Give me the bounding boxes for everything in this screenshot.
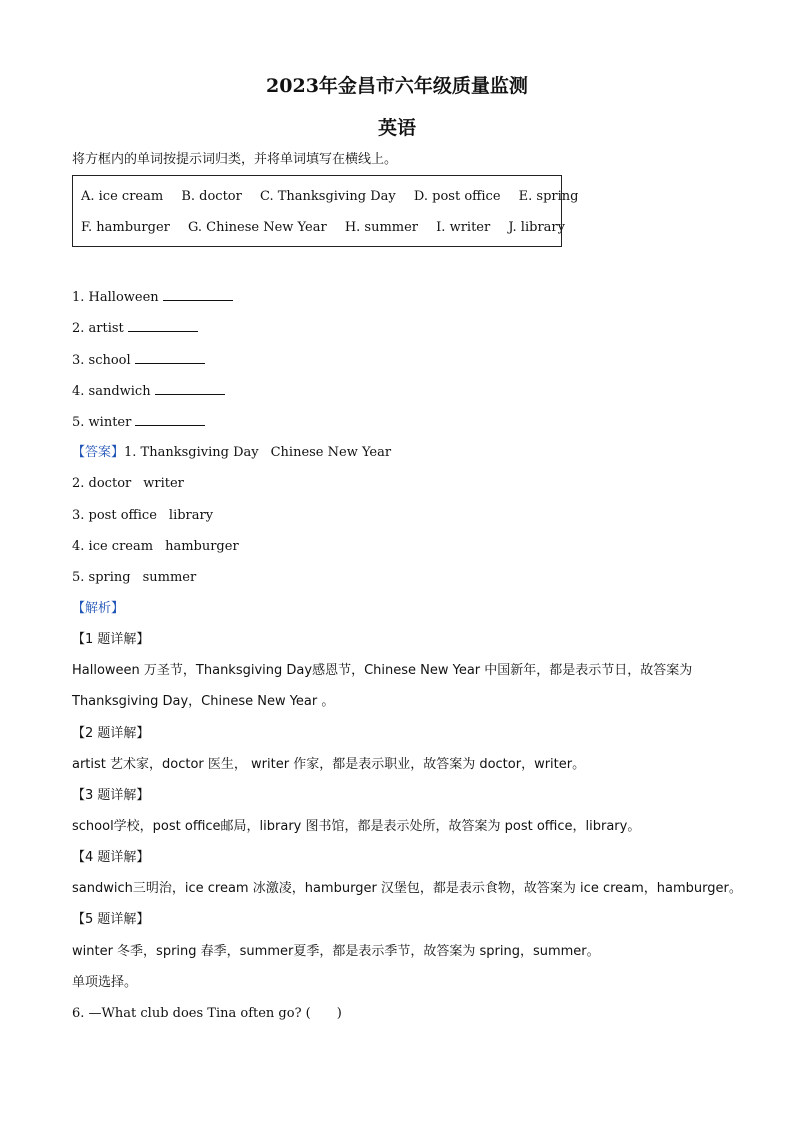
answer-line-1: 【答案】1. Thanksgiving Day Chinese New Year	[72, 445, 392, 460]
analysis-text-3: school学校，post office邮局，library 图书馆，都是表示处所，故答案为 post office，library。	[72, 819, 641, 834]
analysis-heading-3: 【3 题详解】	[72, 788, 150, 803]
question-6: 6. —What club does Tina often go? ( )	[72, 1006, 342, 1021]
answer-blank[interactable]	[135, 413, 205, 426]
analysis-heading-1: 【1 题详解】	[72, 632, 150, 647]
document-title: 2023年金昌市六年级质量监测	[266, 75, 528, 97]
question-2: 2. artist	[72, 319, 198, 338]
analysis-heading-2: 【2 题详解】	[72, 726, 150, 741]
answer-blank[interactable]	[128, 319, 198, 332]
instruction-text: 将方框内的单词按提示词归类，并将单词填写在横线上。	[72, 152, 398, 167]
analysis-text-1: Halloween 万圣节，Thanksgiving Day感恩节，Chinese New Year 中国新年，都是表示节日，故答案为	[72, 663, 693, 678]
answer-line-5: 5. spring summer	[72, 570, 197, 585]
section-heading: 单项选择。	[72, 975, 138, 990]
answer-blank[interactable]	[163, 288, 233, 301]
word-option: H. summer	[344, 220, 419, 235]
analysis-text-5: winter 冬季，spring 春季，summer夏季，都是表示季节，故答案为 spring，summer。	[72, 944, 600, 959]
answer-line-3: 3. post office library	[72, 508, 214, 523]
subject-title: 英语	[377, 117, 416, 139]
word-box-row-2	[81, 220, 579, 235]
word-box-row-1	[81, 189, 593, 204]
word-option: I. writer	[436, 220, 491, 235]
word-option: A. ice cream	[81, 189, 164, 204]
analysis-heading-4: 【4 题详解】	[72, 850, 150, 865]
word-option: D. post office	[413, 189, 501, 204]
word-option: J. library	[508, 220, 565, 235]
word-option: F. hamburger	[81, 220, 170, 235]
analysis-heading-5: 【5 题详解】	[72, 912, 150, 927]
answer-blank[interactable]	[135, 351, 205, 364]
word-option: C. Thanksgiving Day	[259, 189, 396, 204]
answer-line-4: 4. ice cream hamburger	[72, 539, 239, 554]
analysis-text-1-cont: Thanksgiving Day，Chinese New Year 。	[72, 694, 335, 709]
answer-line-2: 2. doctor writer	[72, 476, 184, 491]
analysis-text-2: artist 艺术家，doctor 医生， writer 作家，都是表示职业，故答案为 doctor，writer。	[72, 757, 586, 772]
question-1: 1. Halloween	[72, 288, 233, 307]
answer-tag: 【答案】	[72, 445, 125, 460]
question-4: 4. sandwich	[72, 382, 225, 401]
word-option: B. doctor	[181, 189, 242, 204]
word-box	[72, 175, 579, 247]
word-option: G. Chinese New Year	[188, 220, 327, 235]
question-3: 3. school	[72, 351, 205, 370]
question-5: 5. winter	[72, 413, 205, 432]
answer-blank[interactable]	[155, 382, 225, 395]
analysis-tag: 【解析】	[72, 601, 125, 616]
word-option: E. spring	[518, 189, 579, 204]
analysis-text-4: sandwich三明治，ice cream 冰激凌，hamburger 汉堡包，都是表示食物，故答案为 ice cream，hamburger。	[72, 881, 742, 896]
